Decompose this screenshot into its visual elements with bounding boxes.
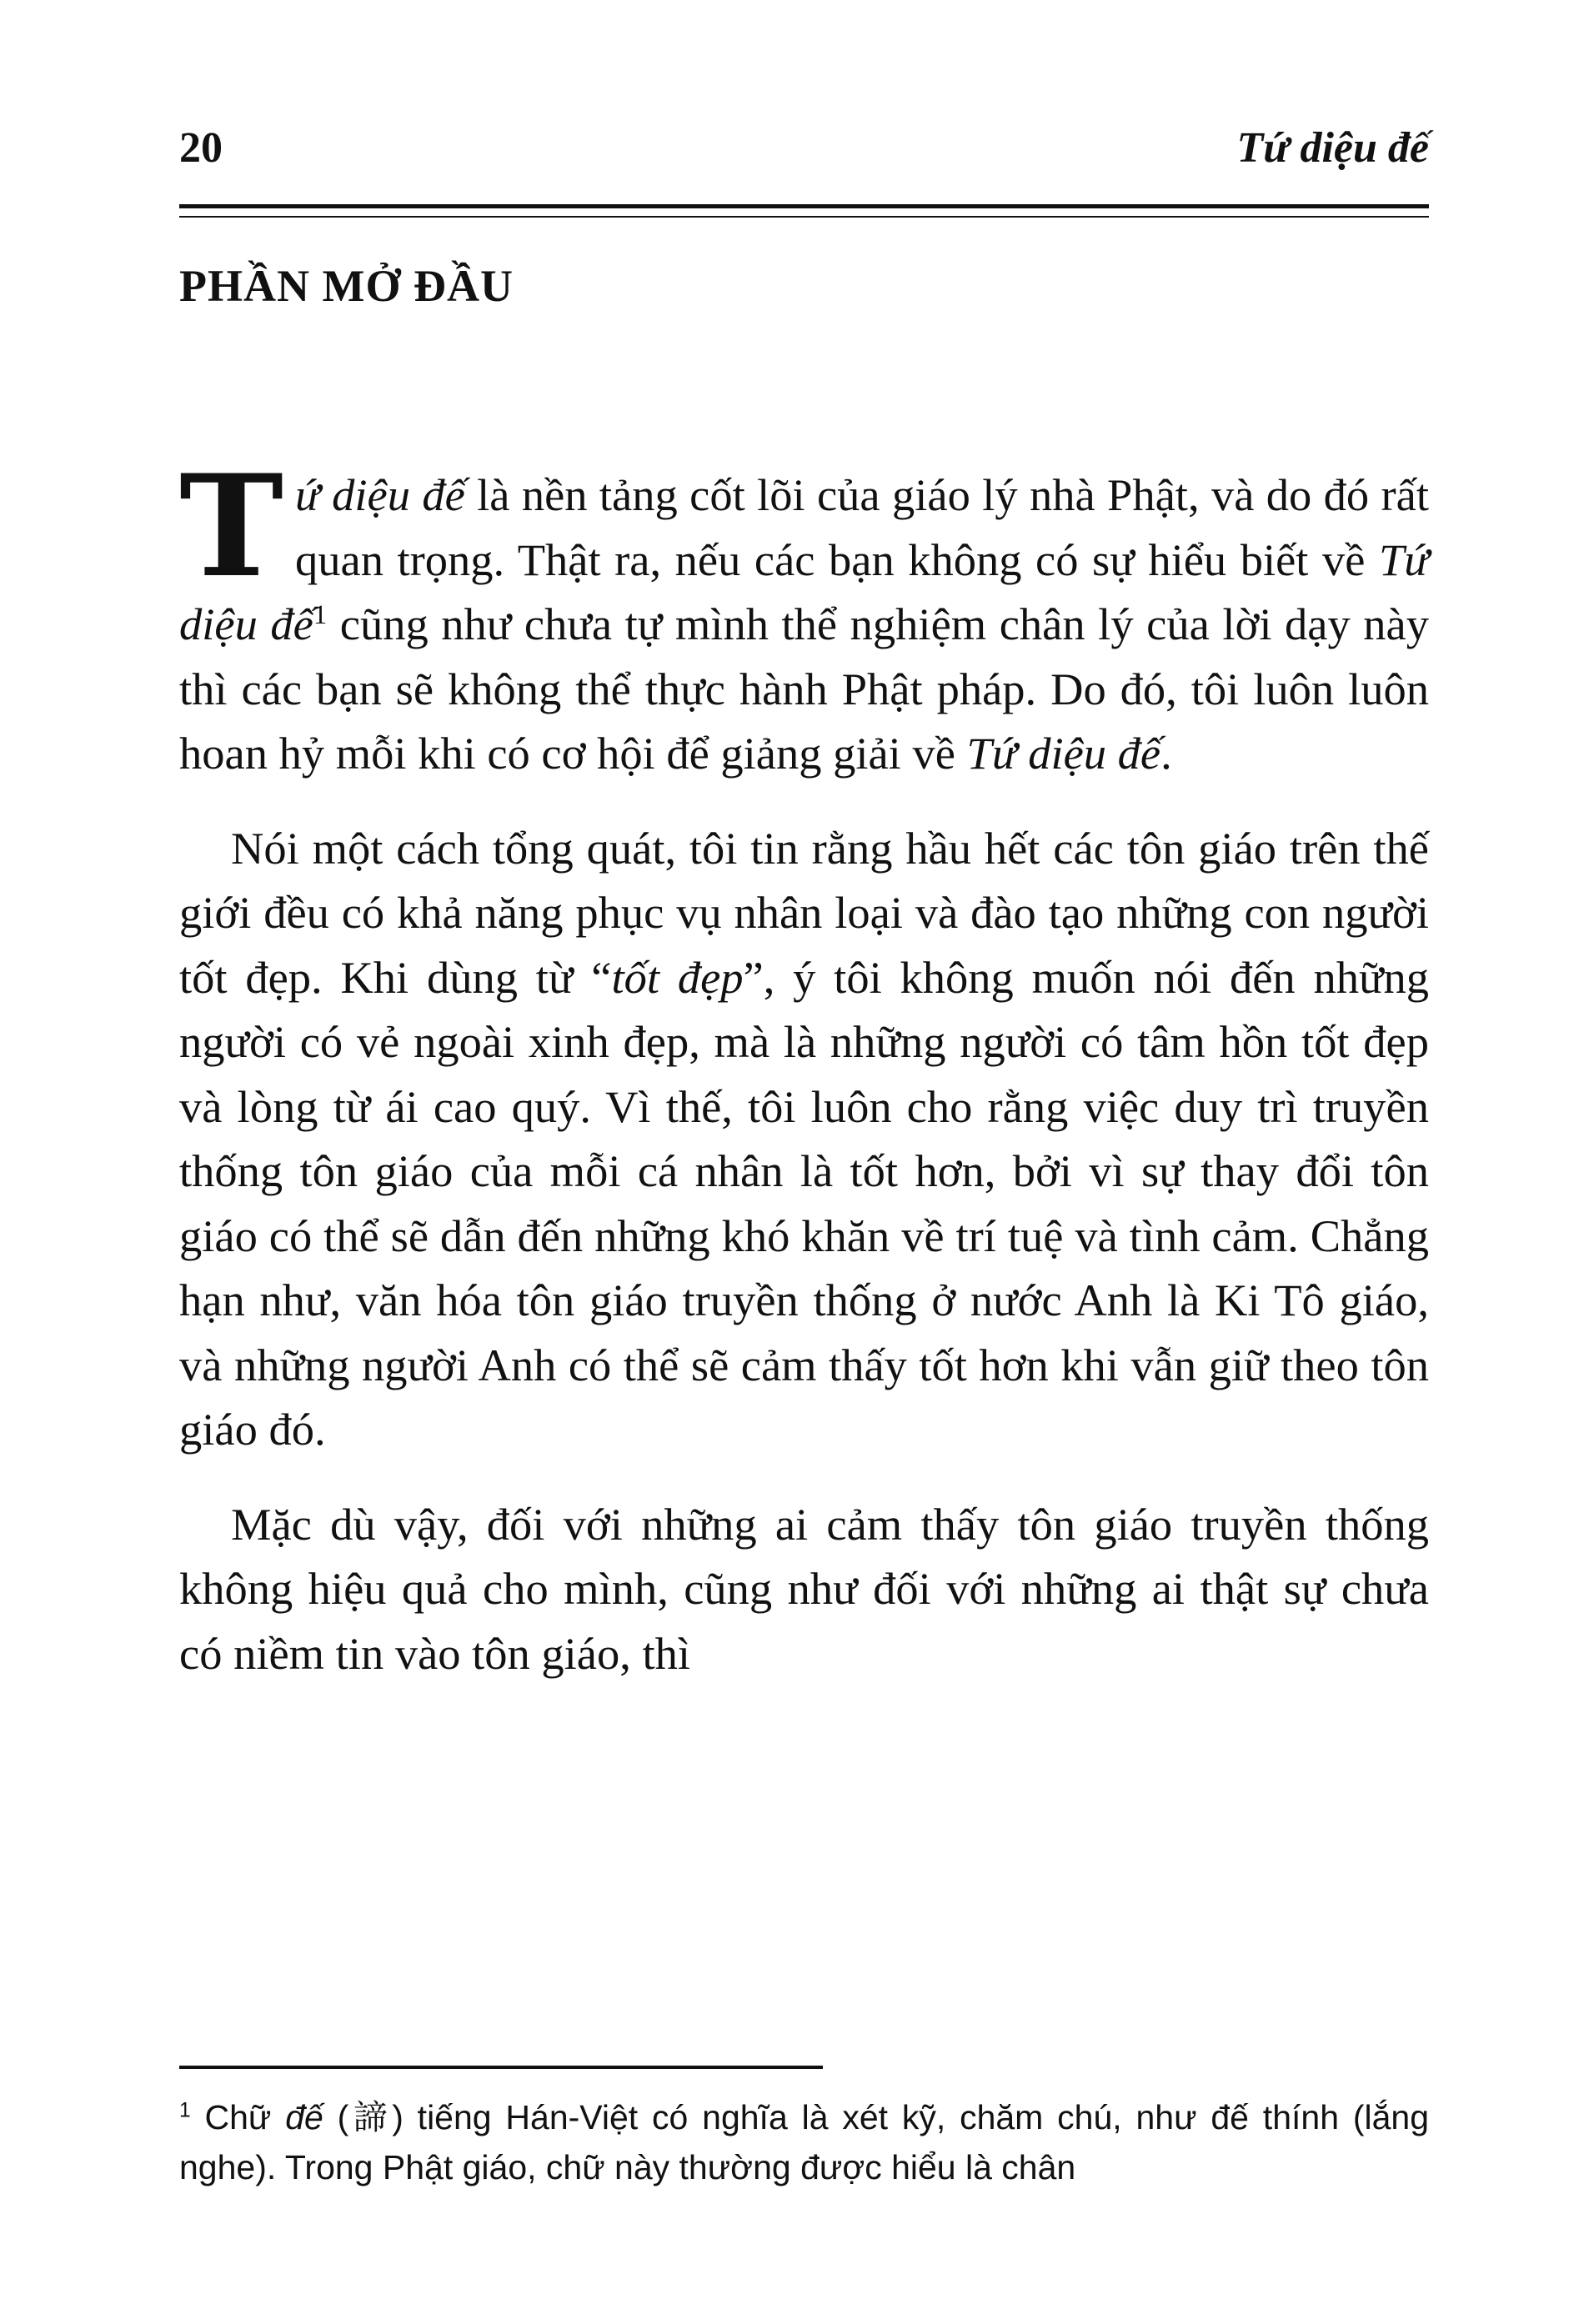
footnote-rule — [179, 2066, 823, 2069]
footnote — [179, 2092, 1429, 2192]
paragraph-text: ”, ý tôi không muốn nói đến những người có vẻ ngoài xinh đẹp, mà là những người có tâm hồn tốt đẹp và lòng từ ái cao quý. Vì thế, tôi luôn cho rằng việc duy trì truyền thống tôn giáo của mỗi cá nhân là tốt hơn, bởi vì sự thay đổi tôn giáo có thể sẽ dẫn đến những khó khăn về trí tuệ và tình cảm. Chẳng hạn như, văn hóa tôn giáo truyền thống ở nước Anh là Ki Tô giáo, và những người Anh có thể sẽ cảm thấy tốt hơn khi vẫn giữ theo tôn giáo đó. — [179, 951, 1429, 1455]
italic-term: Tứ diệu đế — [179, 533, 1429, 649]
footnote-reference: 1 — [313, 599, 328, 630]
page-number: 20 — [179, 124, 223, 172]
paragraph-1 — [179, 443, 1429, 786]
paragraph-text: Mặc dù vậy, đối với những ai cảm thấy tôn giáo truyền thống không hiệu quả cho mình, cũng như đối với những ai thật sự chưa có niềm tin vào tôn giáo, thì — [179, 1498, 1429, 1679]
paragraph-text: cũng như chưa tự mình thể nghiệm chân lý của lời dạy này thì các bạn sẽ không thể thực hành Phật pháp. Do đó, tôi luôn luôn hoan hỷ mỗi khi có cơ hội để giảng giải về — [179, 599, 1429, 779]
footnote-mark: 1 — [179, 2099, 191, 2122]
body-text — [179, 443, 1429, 1715]
running-title: Tứ diệu đế — [1236, 124, 1429, 172]
italic-term: ứ diệu đế — [295, 469, 465, 520]
paragraph-2 — [179, 816, 1429, 1462]
italic-term: Tứ diệu đế — [966, 728, 1161, 779]
page-header — [179, 123, 1429, 190]
drop-cap: T — [179, 443, 284, 609]
paragraph-3 — [179, 1492, 1429, 1686]
paragraph-text: là nền tảng cốt lõi của giáo lý nhà Phật, và do đó rất quan trọng. Thật ra, nếu các bạn không có sự hiểu biết về — [295, 469, 1429, 585]
header-rule-thin — [179, 216, 1429, 218]
footnote-text: (諦) tiếng Hán-Việt có nghĩa là xét kỹ, chăm chú, như đế thính (lắng nghe). Trong Phật giáo, chữ này thường được hiểu là chân — [179, 2098, 1429, 2186]
header-rule-thick — [179, 204, 1429, 208]
section-title: PHẦN MỞ ĐẦU — [179, 261, 514, 311]
paragraph-text: Nói một cách tổng quát, tôi tin rằng hầu hết các tôn giáo trên thế giới đều có khả năng phục vụ nhân loại và đào tạo những con người tốt đẹp. Khi dùng từ “ — [179, 822, 1429, 1003]
footnote-text: Chữ — [190, 2098, 286, 2136]
italic-term: tốt đẹp — [611, 951, 744, 1003]
footnote-italic: đế — [285, 2098, 323, 2136]
paragraph-text: . — [1160, 728, 1172, 779]
